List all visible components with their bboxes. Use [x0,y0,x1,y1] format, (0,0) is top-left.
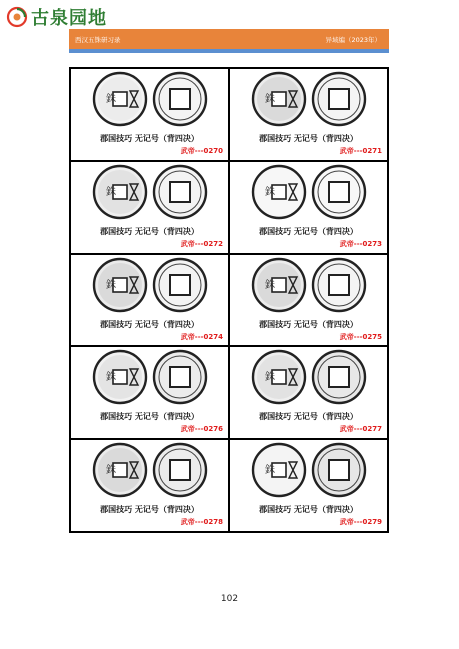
coin-card [71,162,228,253]
logo-swirl-icon [6,6,28,28]
card-code: 武帝---0273 [339,239,382,248]
logo-text: 古泉园地 [31,8,107,29]
svg-text:銖: 銖 [105,186,116,198]
card-code: 武帝---0274 [180,332,223,341]
svg-text:銖: 銖 [105,279,116,291]
coin-pair [230,349,387,407]
svg-text:銖: 銖 [264,279,275,291]
coin-pair [71,71,228,129]
coin-card [230,347,387,438]
card-title: 郡国技巧 无记号（背四决） [100,505,199,515]
svg-text:銖: 銖 [105,465,116,477]
site-logo [6,4,107,30]
coin-reverse-image [311,71,367,129]
coin-pair [230,442,387,500]
coin-pair [230,257,387,315]
coin-reverse-image [311,349,367,407]
svg-text:銖: 銖 [264,186,275,198]
coin-card [71,69,228,160]
svg-text:銖: 銖 [264,372,275,384]
coin-obverse-image [92,349,148,407]
coin-card [230,162,387,253]
coin-reverse-image [311,257,367,315]
card-code: 武帝---0275 [339,332,382,341]
card-title: 郡国技巧 无记号（背四决） [100,319,199,329]
card-title: 郡国技巧 无记号（背四决） [100,226,199,236]
header-left-title: 西汉五铢研习录 [75,35,121,44]
coin-pair [71,164,228,222]
coin-pair [230,71,387,129]
coin-obverse-image [92,257,148,315]
coin-obverse-image [92,164,148,222]
coin-reverse-image [152,71,208,129]
coin-obverse-image [251,164,307,222]
coin-obverse-image [251,257,307,315]
coin-reverse-image [311,442,367,500]
coin-card [71,347,228,438]
card-title: 郡国技巧 无记号（背四决） [100,412,199,422]
card-title: 郡国技巧 无记号（背四决） [259,226,358,236]
coin-obverse-image [251,349,307,407]
coin-grid [69,67,389,533]
coin-reverse-image [152,257,208,315]
coin-reverse-image [311,164,367,222]
card-code: 武帝---0272 [180,239,223,248]
coin-card [230,69,387,160]
card-code: 武帝---0277 [339,425,382,434]
card-title: 郡国技巧 无记号（背四决） [259,505,358,515]
svg-text:銖: 銖 [105,372,116,384]
coin-pair [230,164,387,222]
coin-reverse-image [152,164,208,222]
svg-text:銖: 銖 [264,94,275,105]
svg-text:銖: 銖 [105,94,116,105]
coin-card [230,255,387,346]
card-title: 郡国技巧 无记号（背四决） [259,412,358,422]
card-code: 武帝---0276 [180,425,223,434]
card-title: 郡国技巧 无记号（背四决） [259,134,358,143]
coin-obverse-image [251,442,307,500]
card-code: 武帝---0271 [339,147,382,155]
coin-card [71,255,228,346]
coin-pair [71,349,228,407]
coin-pair [71,257,228,315]
card-code: 武帝---0278 [180,518,223,527]
coin-obverse-image [92,71,148,129]
card-code: 武帝---0270 [180,147,223,155]
header-accent-line [69,49,389,53]
svg-text:銖: 銖 [264,465,275,477]
coin-reverse-image [152,442,208,500]
coin-card [230,440,387,531]
card-code: 武帝---0279 [339,518,382,527]
header-banner [69,29,389,49]
coin-card [71,440,228,531]
header-right-title: 异域编（2023年） [325,35,381,44]
coin-obverse-image [92,442,148,500]
coin-obverse-image [251,71,307,129]
coin-pair [71,442,228,500]
coin-reverse-image [152,349,208,407]
card-title: 郡国技巧 无记号（背四决） [259,319,358,329]
page-number: 102 [220,594,239,604]
card-title: 郡国技巧 无记号（背四决） [100,134,199,143]
